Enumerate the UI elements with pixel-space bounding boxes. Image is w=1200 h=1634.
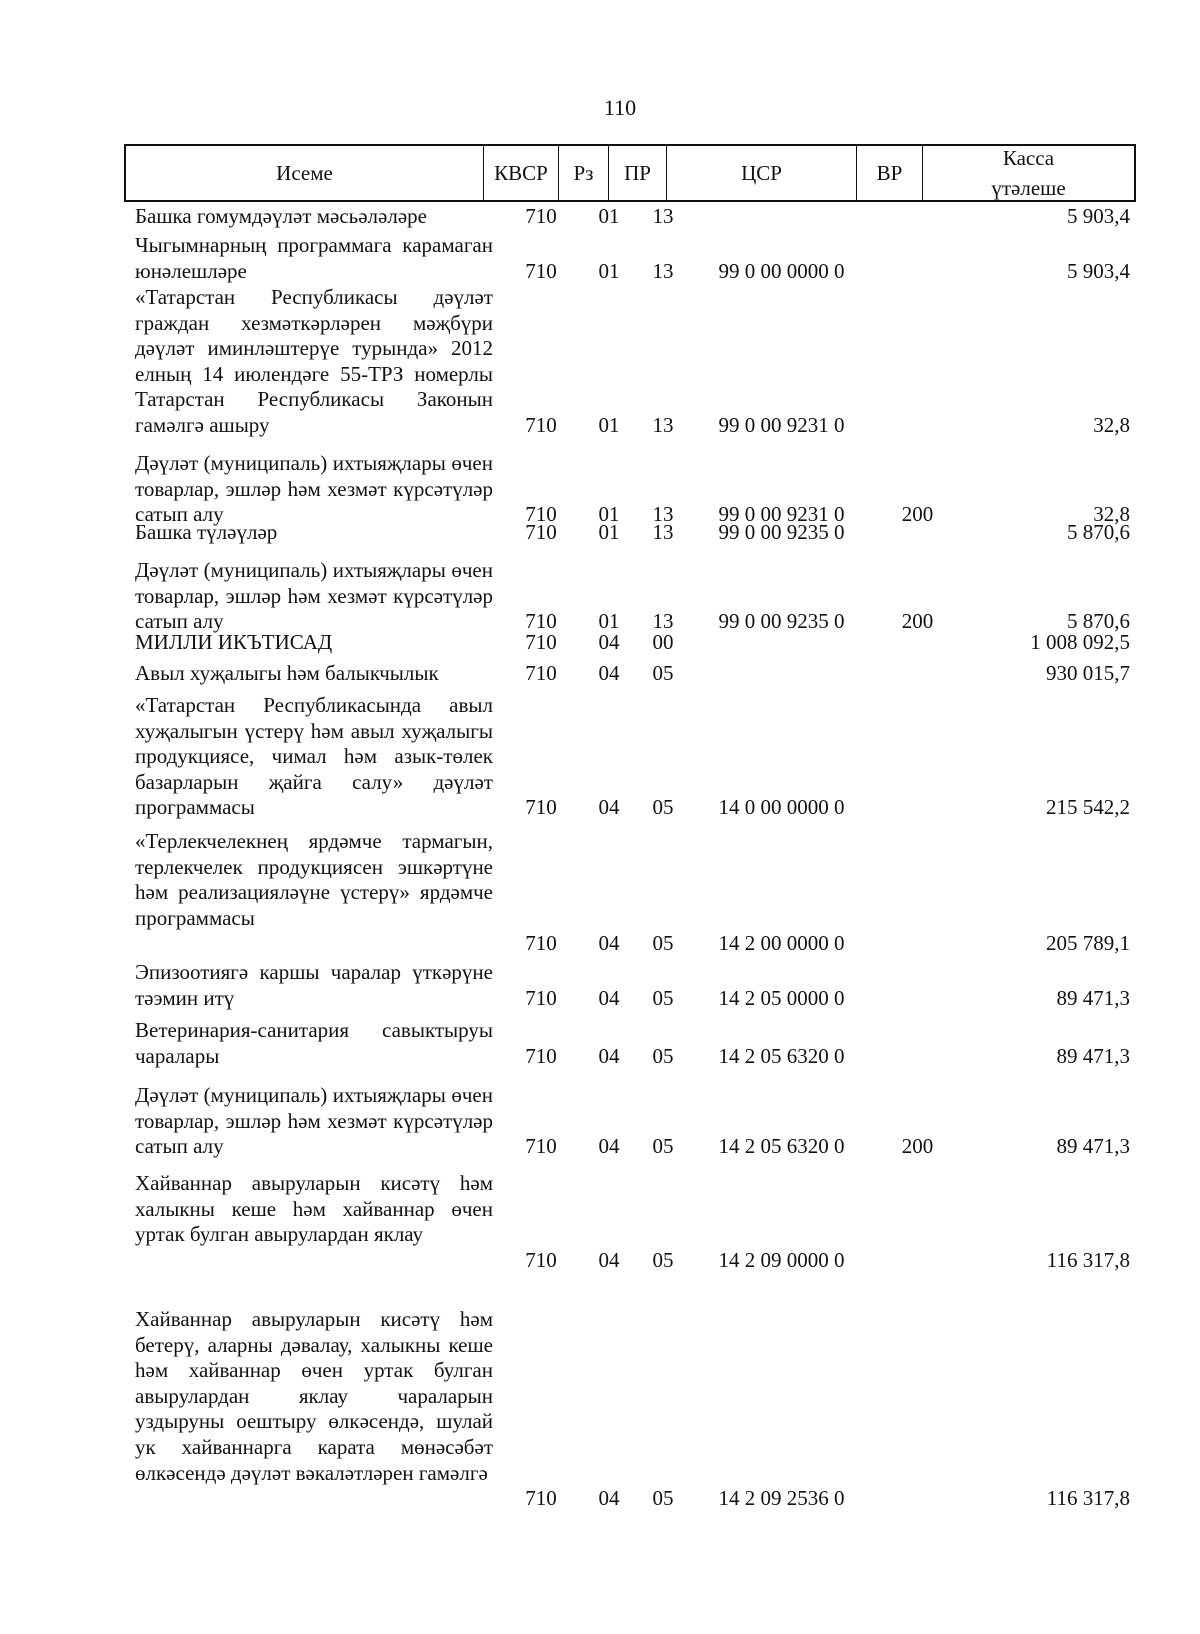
row-csr: 14 2 05 6320 0 bbox=[718, 1134, 845, 1159]
row-pr: 05 bbox=[652, 1043, 674, 1068]
row-name: МИЛЛИ ИКЪТИСАД bbox=[135, 630, 333, 654]
row-rz: 01 bbox=[598, 204, 620, 228]
row-name: Авыл хуҗалыгы һәм балыкчылык bbox=[135, 661, 439, 685]
row-kvsr: 710 bbox=[525, 1247, 557, 1272]
header-kassa bbox=[922, 146, 1134, 200]
row-kvsr: 710 bbox=[525, 258, 557, 283]
row-name: «Терлекчелекнең ярдәмче тармагын, терлекчелек продукциясен эшкәртүне һәм реализацияләүне үстерү» ярдәмче программасы bbox=[135, 829, 493, 930]
row-name: Дәүләт (муниципаль) ихтыяҗлары өчен товарлар, эшләр һәм хезмәт күрсәтүләр сатып алу bbox=[135, 451, 493, 527]
row-rz: 04 bbox=[598, 1134, 620, 1159]
header-csr: ЦСР bbox=[666, 146, 856, 200]
row-sum: 205 789,1 bbox=[1046, 931, 1130, 956]
row-kvsr: 710 bbox=[525, 413, 557, 437]
row-rz: 04 bbox=[598, 661, 620, 685]
row-pr: 05 bbox=[652, 1134, 674, 1159]
row-pr: 13 bbox=[652, 520, 674, 544]
row-name: Ветеринария-санитария савыктыруы чаралары bbox=[135, 1018, 493, 1068]
row-rz: 04 bbox=[598, 931, 620, 956]
row-sum: 215 542,2 bbox=[1046, 795, 1130, 820]
row-name: Башка гомумдәүләт мәсьәләләре bbox=[135, 204, 427, 228]
row-name: Дәүләт (муниципаль) ихтыяҗлары өчен товарлар, эшләр һәм хезмәт күрсәтүләр сатып алу bbox=[135, 558, 493, 634]
row-csr: 99 0 00 9235 0 bbox=[718, 520, 845, 544]
row-rz: 04 bbox=[598, 1486, 620, 1511]
row-name: Хайваннар авыруларын кисәтү һәм бетерү, аларны дәвалау, халыкны кеше һәм хайваннар өчен уртак булган авырулардан яклау чараларын уздыруны оештыру өлкәсендә, шулай ук хайваннарга карата мөнәсәбәт өлкәсендә дәүләт вәкаләтләрен гамәлгә bbox=[135, 1307, 493, 1485]
row-vr: 200 bbox=[901, 502, 934, 527]
row-sum: 89 471,3 bbox=[1056, 985, 1130, 1010]
row-kvsr: 710 bbox=[525, 1486, 557, 1511]
row-pr: 13 bbox=[652, 204, 674, 228]
row-kvsr: 710 bbox=[525, 1043, 557, 1068]
row-kvsr: 710 bbox=[525, 204, 557, 228]
row-pr: 13 bbox=[652, 258, 674, 283]
row-sum: 930 015,7 bbox=[1046, 661, 1130, 685]
row-name: Чыгымнарның программага карамаган юнәлешләре bbox=[135, 233, 493, 283]
row-sum: 5 870,6 bbox=[1067, 520, 1130, 544]
row-sum: 116 317,8 bbox=[1046, 1247, 1130, 1272]
row-rz: 01 bbox=[598, 258, 620, 283]
row-name: «Татарстан Республикасында авыл хуҗалыгын үстерү һәм авыл хуҗалыгы продукциясе, чимал һәм азык-төлек базарларын җайга салу» дәүләт программасы bbox=[135, 693, 493, 820]
row-csr: 99 0 00 9231 0 bbox=[718, 413, 845, 437]
row-pr: 13 bbox=[652, 413, 674, 437]
header-kassa-line2: үтәлеше bbox=[991, 176, 1066, 200]
row-rz: 01 bbox=[598, 520, 620, 544]
row-kvsr: 710 bbox=[525, 795, 557, 820]
header-rz: Рз bbox=[558, 146, 608, 200]
row-csr: 14 2 00 0000 0 bbox=[718, 931, 845, 956]
row-sum: 32,8 bbox=[1093, 502, 1130, 527]
row-sum: 1 008 092,5 bbox=[1030, 630, 1130, 654]
row-name: Башка түләүләр bbox=[135, 520, 278, 544]
row-pr: 05 bbox=[652, 795, 674, 820]
row-pr: 13 bbox=[652, 502, 674, 527]
row-csr: 99 0 00 9235 0 bbox=[718, 609, 845, 634]
row-sum: 32,8 bbox=[1093, 413, 1130, 437]
row-kvsr: 710 bbox=[525, 1134, 557, 1159]
row-csr: 99 0 00 9231 0 bbox=[718, 502, 845, 527]
row-rz: 01 bbox=[598, 502, 620, 527]
row-csr: 14 2 09 0000 0 bbox=[718, 1247, 845, 1272]
row-vr: 200 bbox=[901, 609, 934, 634]
row-name: Дәүләт (муниципаль) ихтыяҗлары өчен товарлар, эшләр һәм хезмәт күрсәтүләр сатып алу bbox=[135, 1083, 493, 1159]
header-vr: ВР bbox=[856, 146, 922, 200]
row-pr: 05 bbox=[652, 931, 674, 956]
page-number: 110 bbox=[603, 95, 637, 120]
row-pr: 05 bbox=[652, 1247, 674, 1272]
row-name: Эпизоотиягә каршы чаралар үткәрүне тәэмин итү bbox=[135, 960, 493, 1010]
row-rz: 04 bbox=[598, 985, 620, 1010]
row-rz: 01 bbox=[598, 413, 620, 437]
row-name: «Татарстан Республикасы дәүләт граждан хезмәткәрләрен мәҗбүри дәүләт иминләштерүе турында» 2012 елның 14 июлендәге 55-ТРЗ номерлы Татарстан Республикасы Законын гамәлгә ашыру bbox=[135, 285, 493, 437]
row-pr: 13 bbox=[652, 609, 674, 634]
row-kvsr: 710 bbox=[525, 520, 557, 544]
row-sum: 5 870,6 bbox=[1067, 609, 1130, 634]
row-pr: 05 bbox=[652, 985, 674, 1010]
row-rz: 04 bbox=[598, 795, 620, 820]
row-kvsr: 710 bbox=[525, 661, 557, 685]
header-kvsr: КВСР bbox=[483, 146, 558, 200]
row-csr: 14 2 05 0000 0 bbox=[718, 985, 845, 1010]
table-header bbox=[124, 144, 1136, 202]
row-vr: 200 bbox=[901, 1134, 934, 1159]
row-pr: 05 bbox=[652, 661, 674, 685]
row-kvsr: 710 bbox=[525, 502, 557, 527]
row-kvsr: 710 bbox=[525, 985, 557, 1010]
row-rz: 04 bbox=[598, 1043, 620, 1068]
header-kassa-line1: Касса bbox=[1002, 146, 1055, 170]
row-rz: 01 bbox=[598, 609, 620, 634]
row-rz: 04 bbox=[598, 630, 620, 654]
row-csr: 99 0 00 0000 0 bbox=[718, 258, 845, 283]
row-pr: 05 bbox=[652, 1486, 674, 1511]
row-name: Хайваннар авыруларын кисәтү һәм халыкны кеше һәм хайваннар өчен уртак булган авырулардан яклау bbox=[135, 1171, 493, 1247]
row-sum: 116 317,8 bbox=[1046, 1486, 1130, 1511]
row-kvsr: 710 bbox=[525, 630, 557, 654]
header-pr: ПР bbox=[608, 146, 666, 200]
row-kvsr: 710 bbox=[525, 609, 557, 634]
row-kvsr: 710 bbox=[525, 931, 557, 956]
row-pr: 00 bbox=[652, 630, 674, 654]
row-sum: 5 903,4 bbox=[1067, 204, 1130, 228]
row-csr: 14 2 05 6320 0 bbox=[718, 1043, 845, 1068]
row-csr: 14 2 09 2536 0 bbox=[718, 1486, 845, 1511]
header-name: Исеме bbox=[276, 160, 333, 185]
row-sum: 89 471,3 bbox=[1056, 1134, 1130, 1159]
row-sum: 89 471,3 bbox=[1056, 1043, 1130, 1068]
row-csr: 14 0 00 0000 0 bbox=[718, 795, 845, 820]
row-rz: 04 bbox=[598, 1247, 620, 1272]
row-sum: 5 903,4 bbox=[1067, 258, 1130, 283]
